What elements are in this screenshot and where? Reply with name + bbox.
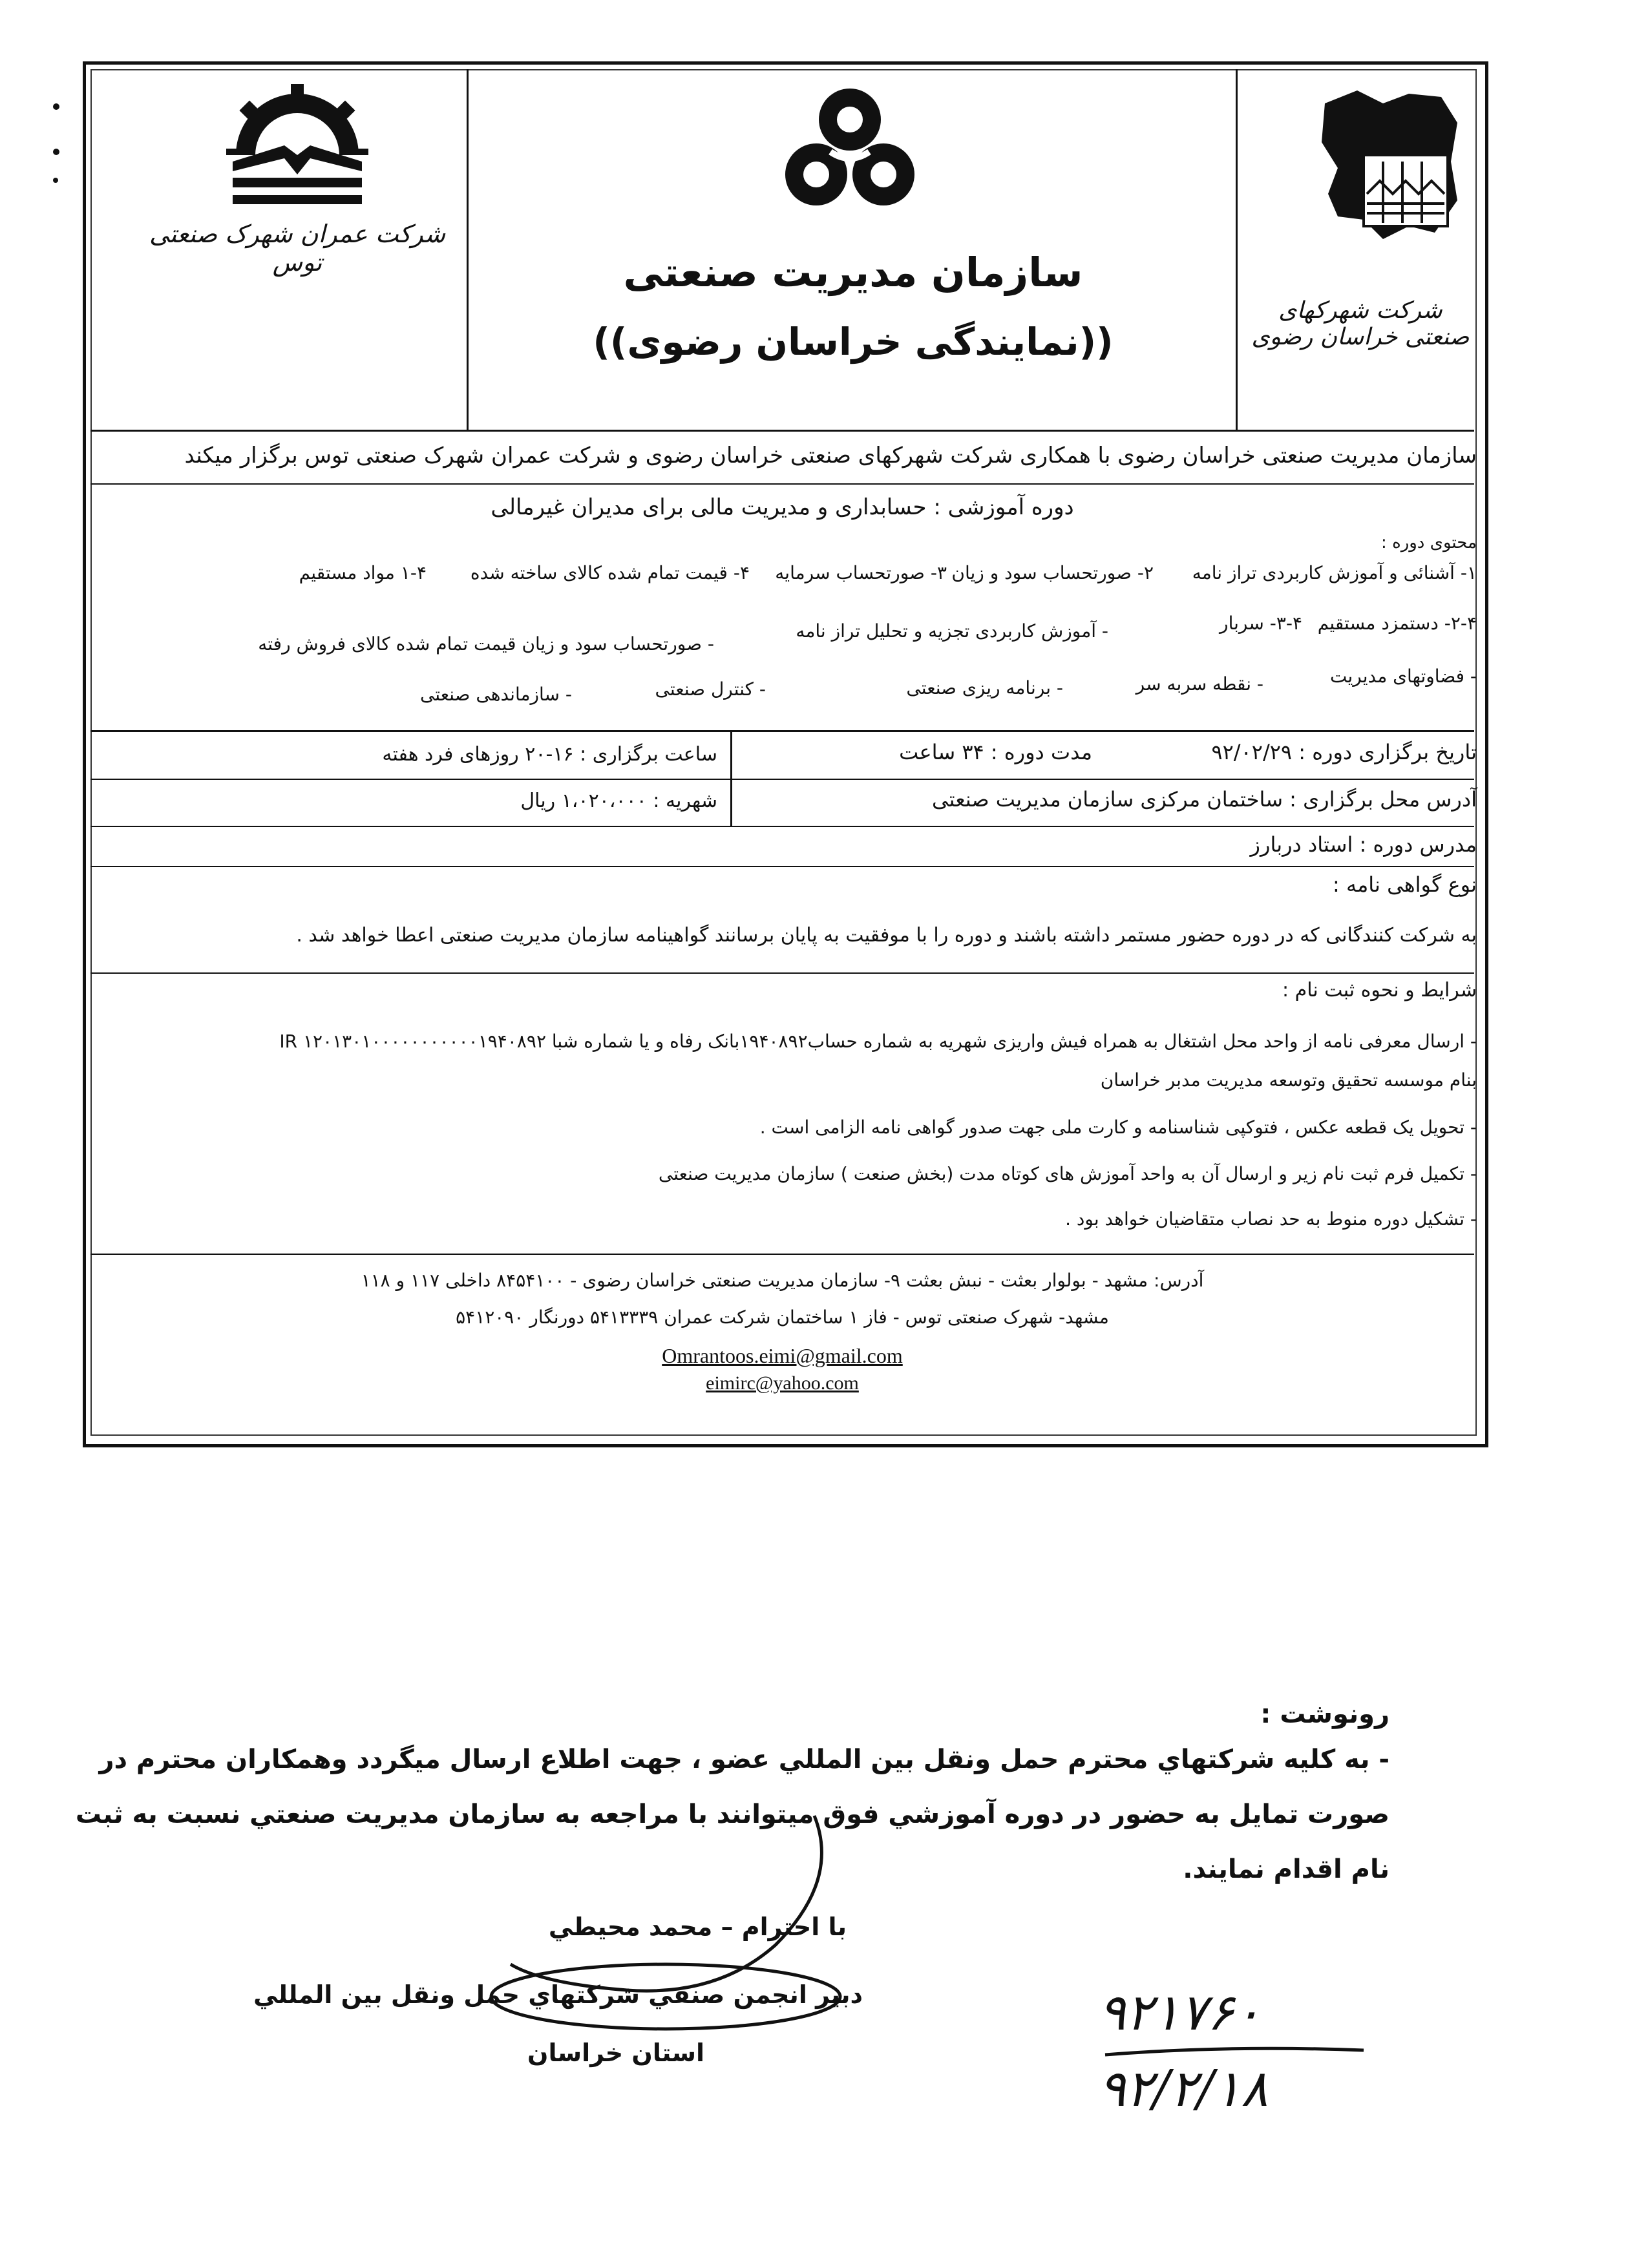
intro-text: سازمان مدیریت صنعتی خراسان رضوی با همکاری شرکت شهرکهای صنعتی خراسان رضوی و شرکت عمران شهرک صنعتی توس برگزار میکند [184,443,1477,468]
handwritten-signature [414,1803,866,2035]
certificate-label: نوع گواهی نامه : [1333,872,1477,897]
content-item: ۳- صورتحساب سرمایه [775,562,947,583]
content-item: ۱-۴ مواد مستقیم [299,562,427,583]
condition-item: - ارسال معرفی نامه از واحد محل اشتغال به همراه فیش واریزی شهریه به شماره حساب۱۹۴۰۸۹۲بانک رفاه و یا شماره شبا ۱۲۰۱۳۰۱۰۰۰۰۰۰۰۰۰۰۰۱۹۴۰۸۹۲ IR [279,1031,1477,1052]
handwritten-date: ۹۲/۲/۱۸ [1099,2060,1269,2118]
intro-rule [90,483,1474,485]
content-item: - برنامه ریزی صنعتی [906,677,1063,698]
course-instructor: مدرس دوره : استاد دربارز [1250,832,1477,857]
org-subtitle: ((نمایندگی خراسان رضوی)) [593,320,1114,364]
content-item: - نقطه سربه سر [1136,673,1263,695]
content-item: - آموزش کاربردی تجزیه و تحلیل تراز نامه [796,620,1108,642]
handwritten-number: ۹۲۱۷۶۰ [1099,1984,1262,2042]
course-date: تاریخ برگزاری دوره : ۹۲/۰۲/۲۹ [1211,740,1477,764]
condition-item: - تکمیل فرم ثبت نام زیر و ارسال آن به واحد آموزش های کوتاه مدت (بخش صنعت ) سازمان مدیریت صنعتی [658,1163,1477,1184]
course-address: آدرس محل برگزاری : ساختمان مرکزی سازمان مدیریت صنعتی [932,787,1477,812]
content-item: - سازماندهی صنعتی [419,684,572,705]
scan-mark [53,178,58,183]
cc-line-1: - به کليه شرکتهاي محترم حمل ونقل بين المللي عضو ، جهت اطلاع ارسال ميگردد وهمکاران محترم در [99,1745,1389,1774]
content-item: ۴- قیمت تمام شده کالای ساخته شده [470,562,750,583]
course-time: ساعت برگزاری : ۱۶-۲۰ روزهای فرد هفته [382,743,717,766]
content-item: ۲- صورتحساب سود و زیان [951,562,1154,583]
content-item: ۲-۴- دستمزد مستقیم [1317,613,1477,634]
condition-item: بنام موسسه تحقیق وتوسعه مدیریت مدبر خراسان [1100,1069,1477,1091]
details-rule [90,730,1474,732]
content-item: - کنترل صنعتی [655,678,766,700]
signature-province: استان خراسان [527,2039,704,2067]
condition-item: - تشکیل دوره منوط به حد نصاب متقاضیان خواهد بود . [1065,1208,1477,1230]
handwritten-reference [1099,1984,1435,2152]
content-item: - صورتحساب سود و زیان قیمت تمام شده کالای فروش رفته [258,633,714,655]
scan-mark [53,103,59,110]
content-item: ۱- آشنائی و آموزش کاربردی تراز نامه [1192,562,1477,583]
footer-email-1[interactable]: Omrantoos.eimi@gmail.com [662,1344,903,1367]
content-item: - فضاوتهای مدیریت [1330,666,1477,687]
omran-toos-logo [213,84,381,226]
header-divider-left [467,69,469,431]
khorasan-industrial-caption: شرکت شهرکهای صنعتی خراسان رضوی [1251,297,1470,350]
certificate-text: به شرکت کنندگانی که در دوره حضور مستمر داشته باشند و دوره را با موفقیت به پایان برسانند گواهینامه سازمان مدیریت صنعتی اعطا خواهد شد . [296,924,1477,947]
scan-mark [53,149,59,155]
cc-label: رونوشت : [1260,1699,1389,1729]
content-item: ۳-۴- سربار [1220,613,1302,634]
footer-address-2: مشهد- شهرک صنعتی توس - فاز ۱ ساختمان شرکت عمران ۵۴۱۳۳۳۹ دورنگار ۵۴۱۲۰۹۰ [456,1307,1109,1328]
details-rule [90,972,1474,974]
cc-line-3: نام اقدام نمايند. [1183,1854,1389,1884]
conditions-label: شرایط و نحوه ثبت نام : [1282,979,1477,1002]
footer-address-1: آدرس: مشهد - بولوار بعثت - نبش بعثت ۹- سازمان مدیریت صنعتی خراسان رضوی - ۸۴۵۴۱۰۰ داخلی ۱۱۷ و ۱۱۸ [361,1270,1204,1291]
signature-role: دبير انجمن صنفي شرکتهاي حمل ونقل بين المللي [253,1980,863,2009]
org-title: سازمان مدیریت صنعتی [623,249,1083,296]
course-content-label: محتوی دوره : [1381,533,1477,552]
details-rule [90,866,1474,867]
details-rule [90,779,1474,780]
imi-logo [779,84,921,213]
details-rule [90,826,1474,827]
header-bottom-rule [90,430,1474,432]
cc-line-2: صورت تمايل به حضور در دوره آموزشي فوق ميتوانند با مراجعه به سازمان مديريت صنعتي نسبت به ثبت [75,1800,1389,1829]
course-title: دوره آموزشی : حسابداری و مدیریت مالی برای مدیران غیرمالی [491,494,1074,520]
omran-toos-caption: شرکت عمران شهرک صنعتی توس [149,220,446,277]
signature-regards: با احترام – محمد محيطي [548,1913,847,1941]
header-divider-right [1236,69,1238,431]
condition-item: - تحویل یک قطعه عکس ، فتوکپی شناسنامه و کارت ملی جهت صدور گواهی نامه الزامی است . [759,1117,1477,1138]
khorasan-industrial-logo [1312,78,1467,246]
course-duration: مدت دوره : ۳۴ ساعت [899,740,1092,764]
course-fee: شهریه : ۱،۰۲۰،۰۰۰ ریال [520,790,717,812]
footer-email-2[interactable]: eimirc@yahoo.com [706,1372,859,1394]
details-rule [90,1254,1474,1255]
